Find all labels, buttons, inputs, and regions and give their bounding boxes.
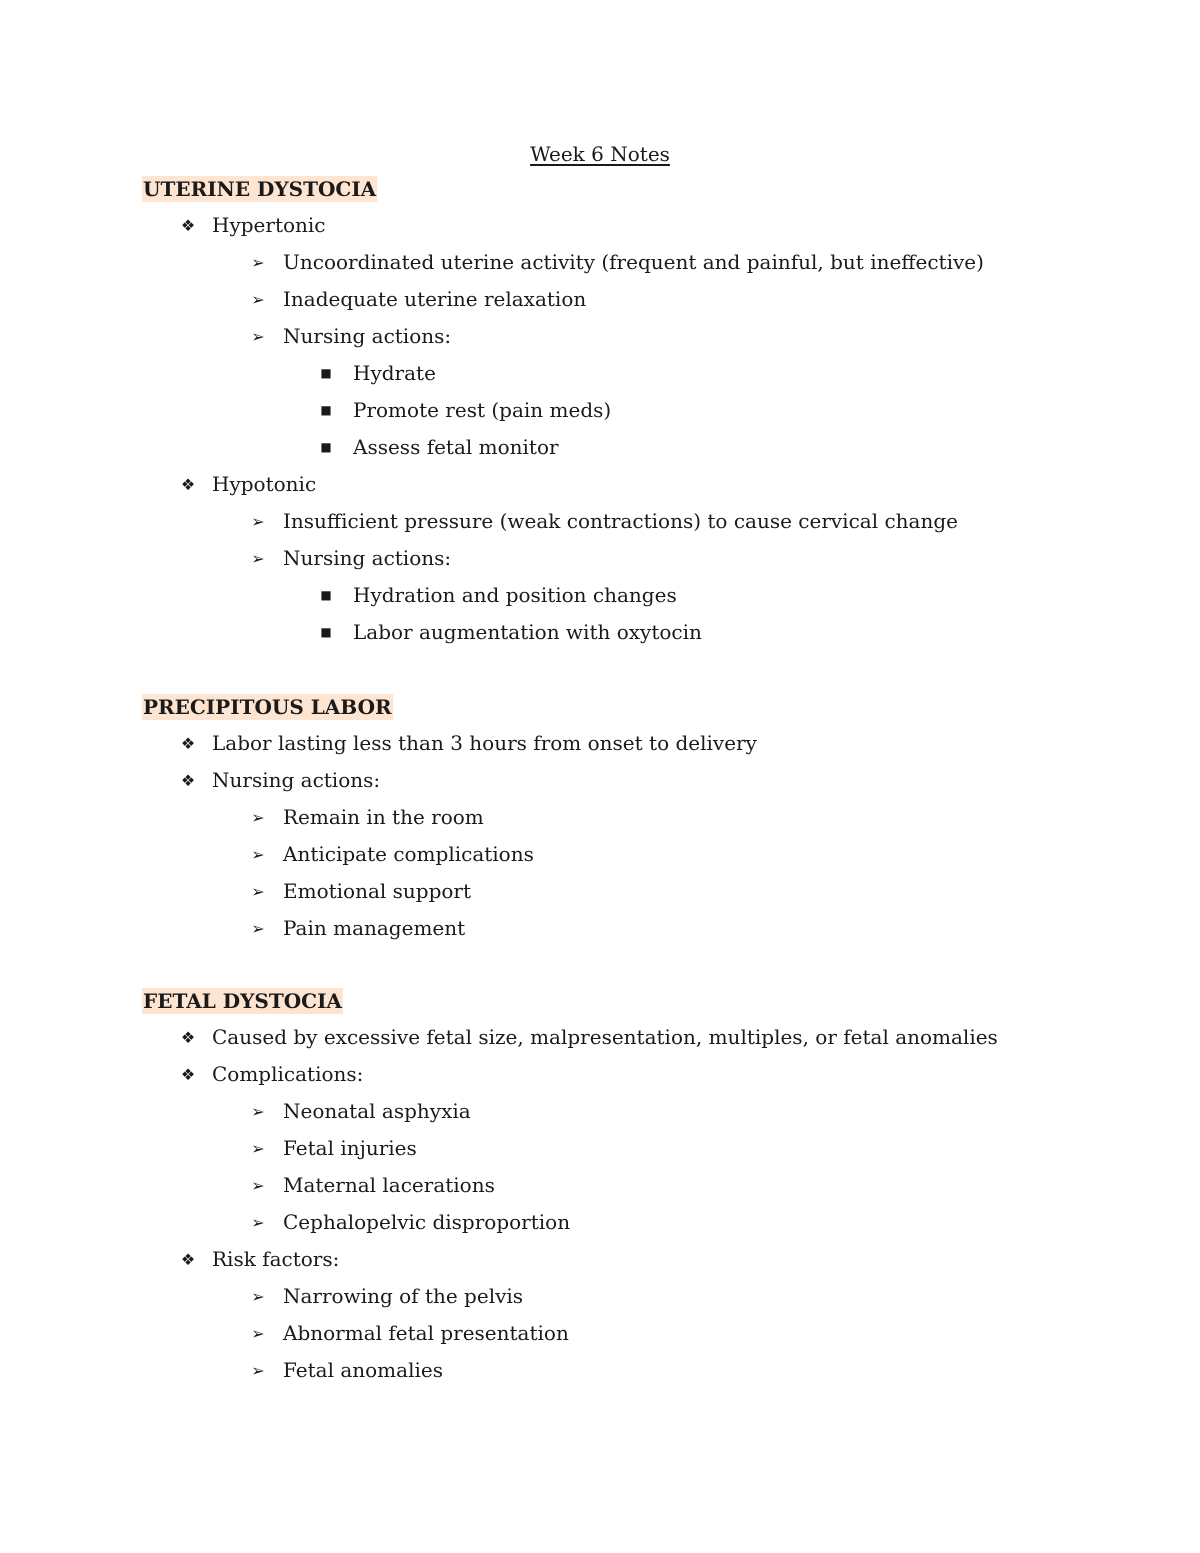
list-item [142,318,452,355]
bullet-list [142,725,757,947]
list-item-text: Complications: [212,1062,364,1086]
list-item [142,614,702,651]
list-item [142,725,757,762]
list-item [142,1056,364,1093]
list-item [142,355,436,392]
list-item [142,503,958,540]
page-title: Week 6 Notes [530,142,670,166]
list-item [142,873,472,910]
list-item-text: Emotional support [283,879,472,903]
list-item [142,799,484,836]
square-bullet-icon: ■ [320,366,332,380]
diamond-bullet-icon: ❖ [180,475,196,494]
diamond-bullet-icon: ❖ [180,1065,196,1084]
arrow-bullet-icon: ➢ [251,253,265,272]
square-bullet-icon: ■ [320,625,332,639]
list-item-text: Fetal injuries [283,1136,417,1160]
list-item-text: Abnormal fetal presentation [283,1321,569,1345]
arrow-bullet-icon: ➢ [251,845,265,864]
arrow-bullet-icon: ➢ [251,1139,265,1158]
list-item-text: Labor lasting less than 3 hours from onset to delivery [212,731,757,755]
list-item-text: Nursing actions: [283,546,452,570]
list-item-text: Cephalopelvic disproportion [283,1210,571,1234]
list-item-text: Insufficient pressure (weak contractions) to cause cervical change [283,509,958,533]
diamond-bullet-icon: ❖ [180,1250,196,1269]
list-item-text: Promote rest (pain meds) [353,398,612,422]
arrow-bullet-icon: ➢ [251,1176,265,1195]
arrow-bullet-icon: ➢ [251,327,265,346]
list-item [142,762,393,799]
diamond-bullet-icon: ❖ [180,734,196,753]
arrow-bullet-icon: ➢ [251,1213,265,1232]
list-item [142,1352,443,1389]
list-item-text: Neonatal asphyxia [283,1099,471,1123]
bullet-list [142,207,984,651]
list-item-text: Anticipate complications [283,842,534,866]
list-item-text: Uncoordinated uterine activity (frequent and painful, but ineffective) [283,250,984,274]
list-item-text: Maternal lacerations [283,1173,495,1197]
list-item [142,836,534,873]
list-item [142,1315,569,1352]
list-item-text: Inadequate uterine relaxation [283,287,587,311]
list-item-text: Caused by excessive fetal size, malpresentation, multiples, or fetal anomalies [212,1025,998,1049]
list-item [142,207,377,244]
list-item-text: Risk factors: [212,1247,340,1271]
arrow-bullet-icon: ➢ [251,290,265,309]
section-heading: FETAL DYSTOCIA [143,989,342,1013]
list-item-text: Nursing actions: [212,768,381,792]
square-bullet-icon: ■ [320,440,332,454]
diamond-bullet-icon: ❖ [180,1028,196,1047]
list-item [142,1167,495,1204]
arrow-bullet-icon: ➢ [251,549,265,568]
diamond-bullet-icon: ❖ [180,771,196,790]
section-heading: UTERINE DYSTOCIA [143,177,377,201]
list-item [142,1019,998,1056]
list-item-text: Nursing actions: [283,324,452,348]
section-uterine-dystocia [142,176,984,651]
arrow-bullet-icon: ➢ [251,919,265,938]
list-item [142,910,466,947]
arrow-bullet-icon: ➢ [251,1361,265,1380]
list-item-text: Hydration and position changes [353,583,677,607]
list-item-text: Hydrate [353,361,436,385]
square-bullet-icon: ■ [320,588,332,602]
list-item [142,429,559,466]
list-item-text: Hypertonic [212,213,326,237]
list-item [142,244,984,281]
list-item [142,1204,571,1241]
arrow-bullet-icon: ➢ [251,1102,265,1121]
list-item-text: Pain management [283,916,466,940]
section-precipitous-labor [142,694,757,947]
list-item [142,392,612,429]
list-item [142,577,677,614]
list-item-text: Narrowing of the pelvis [283,1284,524,1308]
diamond-bullet-icon: ❖ [180,216,196,235]
list-item-text: Remain in the room [283,805,484,829]
bullet-list [142,1019,998,1389]
square-bullet-icon: ■ [320,403,332,417]
list-item-text: Fetal anomalies [283,1358,443,1382]
list-item [142,540,452,577]
list-item [142,281,587,318]
list-item-text: Assess fetal monitor [353,435,559,459]
arrow-bullet-icon: ➢ [251,512,265,531]
section-heading: PRECIPITOUS LABOR [143,695,392,719]
section-fetal-dystocia [142,988,998,1389]
list-item-text: Labor augmentation with oxytocin [353,620,702,644]
list-item [142,1241,343,1278]
arrow-bullet-icon: ➢ [251,1287,265,1306]
arrow-bullet-icon: ➢ [251,808,265,827]
list-item [142,1130,417,1167]
list-item [142,1278,524,1315]
arrow-bullet-icon: ➢ [251,882,265,901]
arrow-bullet-icon: ➢ [251,1324,265,1343]
list-item [142,1093,471,1130]
list-item [142,466,377,503]
list-item-text: Hypotonic [212,472,317,496]
